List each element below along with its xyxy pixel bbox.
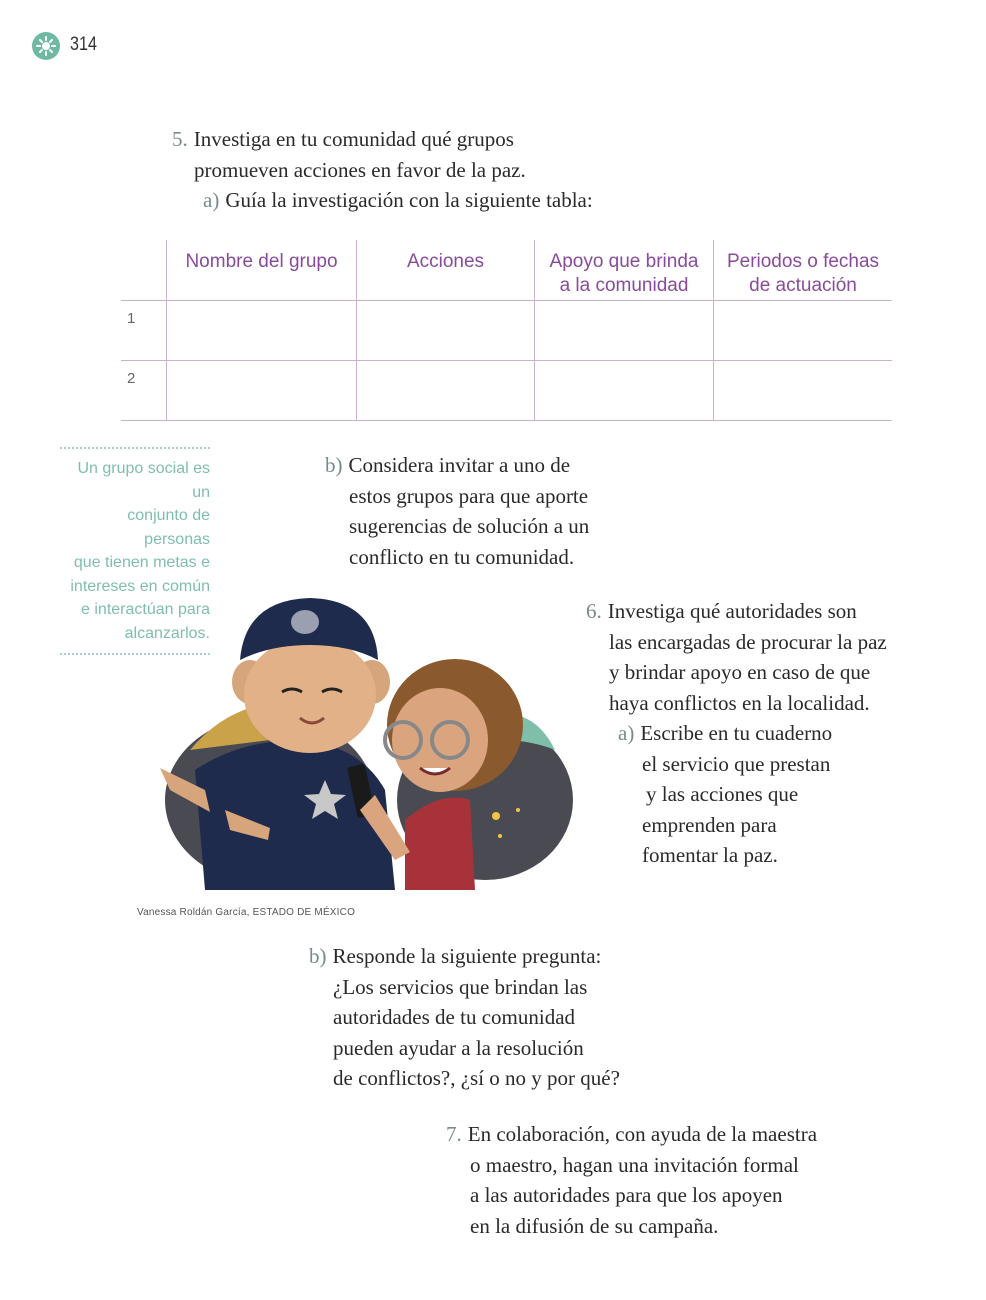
sidebar-line: Un grupo social es un <box>77 460 210 501</box>
question-7-line: o maestro, hagan una invitación formal <box>470 1152 799 1177</box>
question-5b-label: b) <box>325 453 343 477</box>
sidebar-line: alcanzarlos. <box>124 624 210 642</box>
table-header-actions: Acciones <box>406 251 485 272</box>
table-divider <box>121 420 892 421</box>
sidebar-line: e interactúan para <box>81 601 210 618</box>
sidebar-line: intereses en común <box>70 577 210 595</box>
question-6-line: haya conflictos en la localidad. <box>609 690 870 715</box>
question-6a-line: emprenden para <box>642 812 777 837</box>
question-6b-line: Responde la siguiente pregunta: <box>332 944 602 968</box>
question-7-line: a las autoridades para que los apoyen <box>470 1183 783 1207</box>
illustration-credit: Vanessa Roldán García, ESTADO DE MÉXICO <box>137 907 356 918</box>
question-5-line-2: promueven acciones en favor de la paz. <box>194 157 526 182</box>
question-5 <box>172 124 672 216</box>
question-7 <box>446 1119 866 1241</box>
question-7-line: en la difusión de su campaña. <box>470 1213 719 1238</box>
question-6a-label: a) <box>618 721 635 745</box>
question-6b-line: pueden ayudar a la resolución <box>333 1035 584 1060</box>
table-row-number: 1 <box>127 310 136 327</box>
question-6b-line: de conflictos?, ¿sí o no y por qué? <box>333 1066 620 1090</box>
question-5b-line: Considera invitar a uno de <box>348 453 571 477</box>
question-6 <box>586 596 916 871</box>
question-6-line: las encargadas de procurar la paz <box>609 629 887 654</box>
illustration-police-and-girl <box>150 590 580 910</box>
table-divider <box>121 360 892 361</box>
question-6a-line: fomentar la paz. <box>642 843 778 867</box>
question-7-line: En colaboración, con ayuda de la maestra <box>467 1122 818 1146</box>
question-6b <box>309 941 649 1094</box>
question-5a-label: a) <box>203 188 220 212</box>
research-table <box>121 240 892 421</box>
page-number: 314 <box>70 34 97 55</box>
question-5b-line: sugerencias de solución a un <box>349 514 590 538</box>
question-6b-label: b) <box>309 944 327 968</box>
table-header-support: Apoyo que brinda a la comunidad <box>549 251 699 296</box>
sidebar-line: que tienen metas e <box>73 554 210 571</box>
table-header-periods: Periodos o fechas de actuación <box>726 251 880 296</box>
question-6a-line: y las acciones que <box>646 782 799 806</box>
page-badge-icon <box>32 32 60 60</box>
question-5b-line: estos grupos para que aporte <box>349 483 589 508</box>
table-header-group-name: Nombre del grupo <box>185 251 338 272</box>
question-5b <box>325 450 645 572</box>
table-row-number: 2 <box>127 370 136 387</box>
question-5b-line: conflicto en tu comunidad. <box>349 544 575 569</box>
sidebar-line: conjunto de personas <box>127 507 210 548</box>
question-5a-text: Guía la investigación con la siguiente tabla: <box>225 188 593 212</box>
question-7-number: 7. <box>446 1122 462 1146</box>
question-6-line: Investiga qué autoridades son <box>607 599 857 623</box>
question-6-number: 6. <box>586 599 602 623</box>
question-6-line: y brindar apoyo en caso de que <box>609 660 871 684</box>
question-5-number: 5. <box>172 127 188 151</box>
question-6b-line: ¿Los servicios que brindan las <box>333 974 588 999</box>
question-5-line-1: Investiga en tu comunidad qué grupos <box>193 127 514 151</box>
question-6a-line: Escribe en tu cuaderno <box>640 721 833 745</box>
question-6a-line: el servicio que prestan <box>642 751 831 776</box>
table-divider <box>121 300 892 301</box>
question-6b-line: autoridades de tu comunidad <box>333 1005 576 1029</box>
